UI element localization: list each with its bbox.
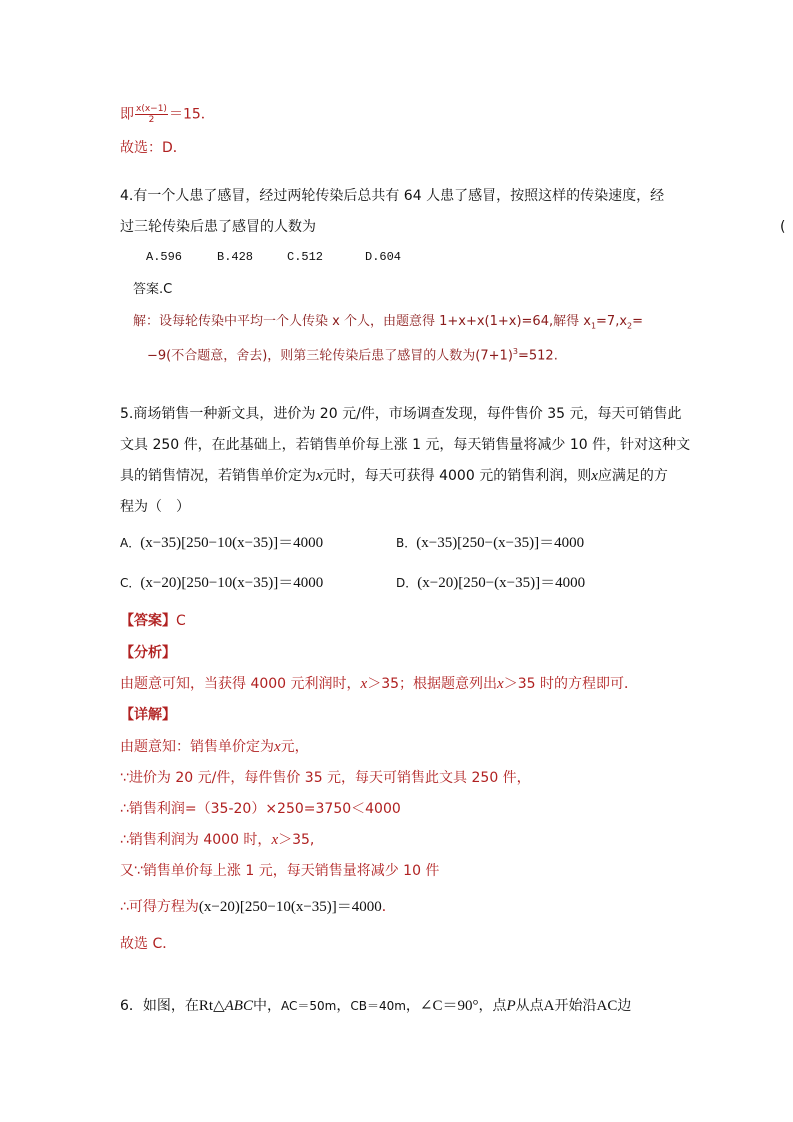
q5-analysis-tag: 【分析】 (120, 645, 176, 661)
q6-point-a: A (543, 998, 555, 1014)
q6-text-d: ， (405, 998, 420, 1014)
q4-solution-text-b: =7,x (596, 314, 628, 329)
q5-detail-tag: 【详解】 (120, 707, 176, 723)
q5-detail-line6 (120, 897, 396, 917)
q6-text-a: 6．如图，在 (120, 998, 199, 1014)
q6-text-h: 边 (617, 998, 632, 1014)
q4-option-d: D.604 (365, 250, 402, 264)
q5-option-a (120, 533, 323, 553)
q5-option-a-label: A． (120, 536, 141, 550)
q5-detail-line1 (120, 737, 309, 757)
q5-option-d-expr: (x−20)[250−(x−35)]＝4000 (417, 575, 586, 591)
q5-option-d-label: D． (396, 576, 418, 590)
q5-option-b-expr: (x−35)[250−(x−35)]＝4000 (416, 535, 585, 551)
q5-analysis-x2: x (497, 676, 504, 692)
q6-side-ac: AC (596, 998, 618, 1014)
q5-stem-line3 (120, 466, 668, 486)
q6-cb: CB＝40m (350, 999, 406, 1013)
q4-answer: 答案.C (133, 282, 173, 297)
fraction (135, 104, 168, 125)
equation-suffix: ＝15． (168, 106, 215, 123)
q5-option-c-expr: (x−20)[250−10(x−35)]＝4000 (140, 575, 324, 591)
q5-var-x: x (316, 468, 323, 484)
fraction-numerator: x(x−1) (136, 104, 167, 114)
q5-detail-6a: ∴可得方程为 (120, 899, 199, 915)
q4-solution-text-e: =512. (517, 348, 558, 364)
previous-choice: 故选：D． (120, 140, 187, 156)
q5-detail-line2: ∵进价为 20 元/件，每件售价 35 元，每天可销售此文具 250 件， (120, 770, 531, 786)
q6-text-e: ，点 (478, 998, 507, 1014)
q4-stem-line2: 过三轮传染后患了感冒的人数为 (120, 219, 316, 235)
fraction-denominator: 2 (148, 115, 155, 125)
q6-rt: Rt△ (198, 998, 225, 1014)
q5-detail-4a: ∴销售利润为 4000 时， (120, 832, 272, 848)
q6-text-f: 从点 (515, 998, 544, 1014)
q5-var-x2: x (591, 468, 598, 484)
q5-analysis-text (120, 674, 638, 694)
q5-detail-4b: ＞35, (278, 832, 315, 848)
q6-stem-line1 (120, 996, 631, 1016)
q5-choice: 故选 C． (120, 936, 177, 952)
q4-solution-sup: 3 (512, 347, 518, 356)
q6-text-b: 中， (252, 998, 281, 1014)
q5-option-c (120, 573, 323, 593)
q5-stem-text-a: 具的销售情况，若销售单价定为 (120, 468, 316, 484)
q4-option-c: C.512 (287, 250, 324, 264)
q4-option-b: B.428 (217, 250, 254, 264)
q4-paren: ( (780, 219, 786, 235)
q5-detail-4x: x (271, 832, 279, 848)
q5-detail-line4 (120, 830, 314, 850)
q5-detail-1x: x (274, 739, 281, 755)
q4-solution-text-d: −9(不合题意，舍去)，则第三轮传染后患了感冒的人数为(7+1) (147, 348, 513, 364)
q5-analysis-c: ＞35 时的方程即可． (503, 676, 638, 692)
q6-abc: ABC (224, 998, 253, 1014)
q5-detail-line3: ∴销售利润=（35-20）×250=3750＜4000 (120, 801, 401, 817)
q6-point-p: P (506, 998, 516, 1014)
q5-option-b-label: B． (396, 536, 417, 550)
q5-answer-tag: 【答案】 (120, 613, 176, 629)
q5-analysis-b: ＞35；根据题意列出 (367, 676, 498, 692)
q6-text-g: 开始沿 (554, 998, 597, 1014)
q5-option-c-label: C． (120, 576, 141, 590)
q4-solution-line2 (147, 342, 558, 366)
q5-stem-text-b: 元时，每天可获得 4000 元的销售利润，则 (322, 468, 592, 484)
q5-analysis-x: x (360, 676, 368, 692)
q6-ac: AC＝50m (280, 999, 337, 1013)
q5-answer (120, 611, 186, 631)
equation-prefix: 即 (120, 106, 134, 123)
q5-option-b (396, 533, 584, 553)
q4-solution-line1 (133, 312, 643, 337)
q5-stem-line4: 程为（ ） (120, 499, 190, 515)
q5-answer-value: C (176, 613, 186, 629)
q4-solution-text-a: 解：设每轮传染中平均一个人传染 x 个人，由题意得 1+x+x(1+x)=64,解得 x (133, 314, 591, 329)
q4-stem-line1: 4.有一个人患了感冒，经过两轮传染后总共有 64 人患了感冒，按照这样的传染速度，经 (120, 188, 665, 204)
q5-detail-6b: ． (381, 899, 396, 915)
q6-text-c: ， (336, 998, 351, 1014)
q5-stem-line2: 文具 250 件，在此基础上，若销售单价每上涨 1 元，每天销售量将减少 10 件，针对这种文 (120, 437, 691, 453)
q5-detail-1a: 由题意知：销售单价定为 (120, 739, 274, 755)
q5-option-a-expr: (x−35)[250−10(x−35)]＝4000 (140, 535, 324, 551)
q5-stem-text-c: 应满足的方 (597, 468, 668, 484)
q4-option-a: A.596 (146, 250, 183, 264)
q5-detail-line5: 又∵销售单价每上涨 1 元，每天销售量将减少 10 件 (120, 863, 440, 879)
q5-analysis-a: 由题意可知，当获得 4000 元利润时， (120, 676, 361, 692)
q4-solution-sub1: 1 (590, 321, 597, 331)
q5-detail-6-expr: (x−20)[250−10(x−35)]＝4000 (198, 899, 382, 915)
q4-solution-sub2: 2 (627, 321, 633, 331)
q4-solution-text-c: = (632, 314, 644, 329)
equation-result (120, 104, 215, 128)
q5-detail-1b: 元， (280, 739, 309, 755)
q5-stem-line1: 5.商场销售一种新文具，进价为 20 元/件，市场调查发现，每件售价 35 元，每天可销售此 (120, 406, 682, 422)
q6-angle: ∠C＝90° (419, 998, 479, 1014)
q5-option-d (396, 573, 585, 593)
